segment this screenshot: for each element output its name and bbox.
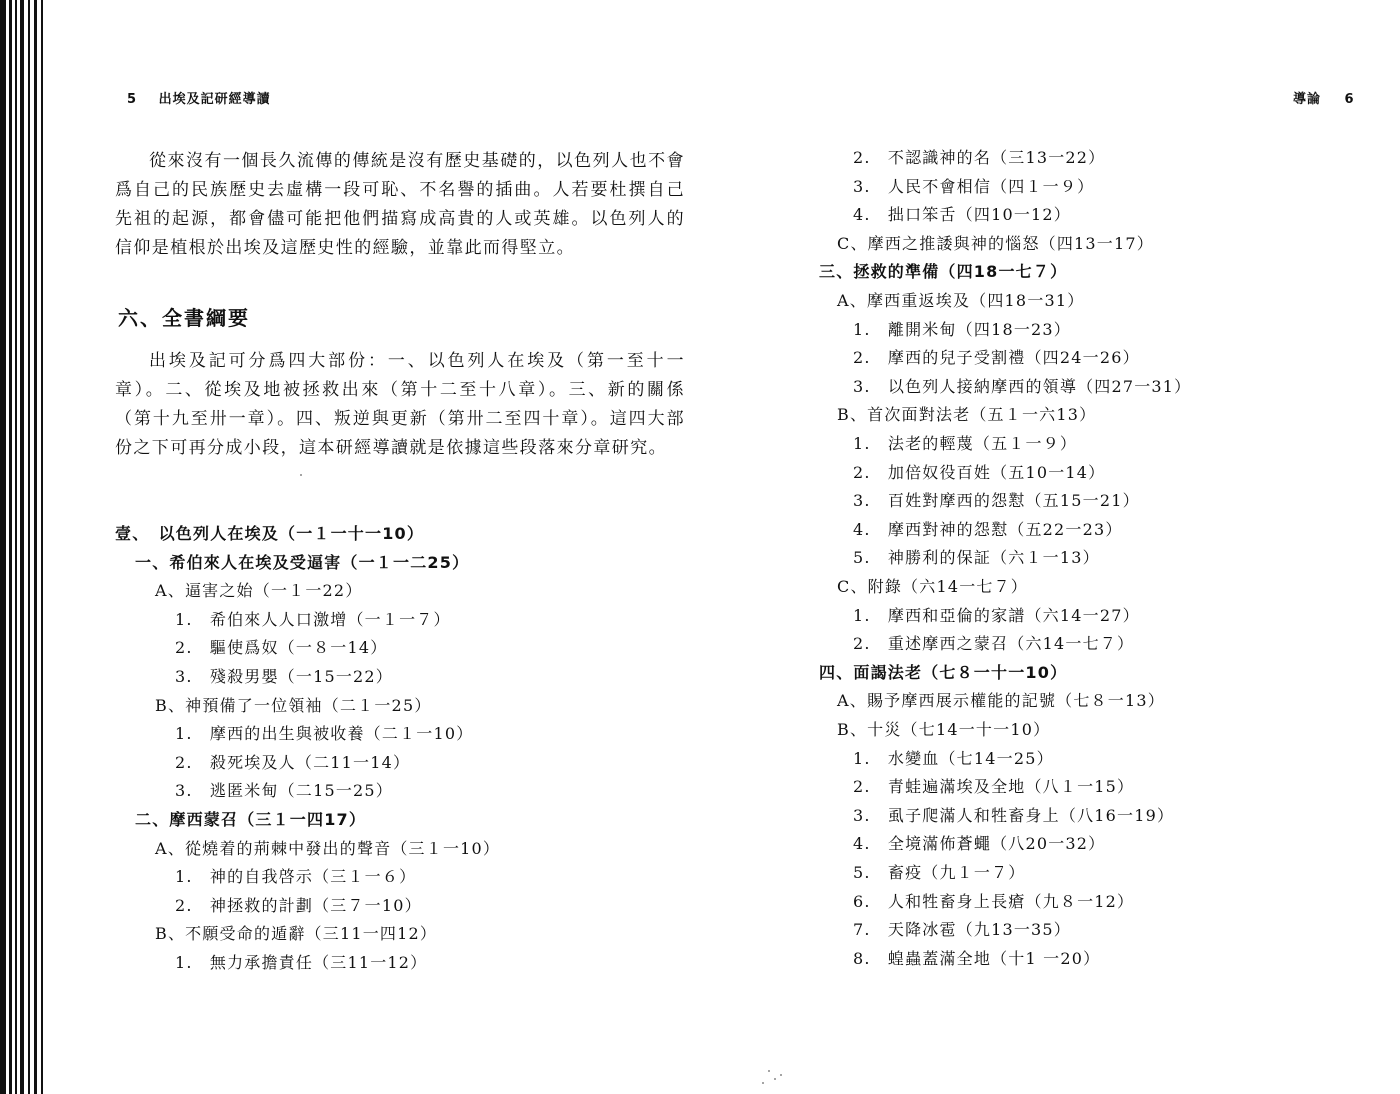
outline-item: 壹、 以色列人在埃及（一１一十一10） — [115, 524, 425, 543]
left-page-number: 5 — [127, 92, 138, 107]
outline-item: A、從燒着的荊棘中發出的聲音（三１一10） — [155, 838, 501, 858]
outline-item: 3. 逃匿米甸（二15一25） — [175, 781, 393, 801]
outline-item: 1. 離開米甸（四18一23） — [853, 319, 1071, 339]
outline-item: 8. 蝗蟲蓋滿全地（十1 一20） — [853, 948, 1101, 968]
right-page-running-title: 導論 — [1293, 92, 1322, 107]
outline-item: 2. 殺死埃及人（二11一14） — [175, 752, 411, 772]
left-page-header — [127, 88, 271, 107]
outline-item: 3. 人民不會相信（四１一９） — [853, 176, 1095, 196]
outline-item: 2. 摩西的兒子受割禮（四24一26） — [853, 348, 1140, 368]
section-heading: 六、全書綱要 — [118, 306, 250, 330]
summary-paragraph: 出埃及記可分爲四大部份：一、以色列人在埃及（第一至十一章）。二、從埃及地被拯救出來（第十二至十八章）。三、新的關係（第十九至卅一章）。四、叛逆與更新（第卅二至四十章）。這四大部份之下可再分成小段，這本研經導讀就是依據這些段落來分章研究。 — [115, 351, 685, 458]
outline-item: 4. 全境滿佈蒼蠅（八20一32） — [853, 834, 1106, 854]
outline-item: 1. 摩西的出生與被收養（二１一10） — [175, 724, 474, 744]
outline-item: 1. 水變血（七14一25） — [853, 748, 1054, 768]
outline-item: B、不願受命的遁辭（三11一四12） — [155, 924, 438, 944]
outline-item: 3. 以色列人接納摩西的領導（四27一31） — [853, 376, 1192, 396]
outline-item: C、附錄（六14一七７） — [837, 577, 1029, 596]
outline-item: 1. 無力承擔責任（三11一12） — [175, 953, 428, 972]
outline-item: B、神預備了一位領袖（二１一25） — [155, 695, 432, 715]
left-page-running-title: 出埃及記研經導讀 — [158, 92, 271, 107]
outline-item: A、摩西重返埃及（四18一31） — [837, 291, 1085, 310]
outline-item: A、逼害之始（一１一22） — [155, 581, 363, 601]
outline-item: C、摩西之推諉與神的惱怒（四13一17） — [837, 233, 1154, 253]
outline-item: B、首次面對法老（五１一六13） — [837, 405, 1097, 425]
outline-item: 1. 法老的輕蔑（五１一９） — [853, 434, 1078, 453]
outline-item: 三、拯救的準備（四18一七７） — [819, 262, 1068, 282]
outline-item: 5. 畜疫（九１一７） — [853, 863, 1026, 882]
outline-item: 3. 殘殺男嬰（一15一22） — [175, 667, 393, 686]
intro-paragraph: 從來沒有一個長久流傳的傳統是沒有歷史基礎的，以色列人也不會爲自己的民族歷史去虛構一段可恥、不名譽的插曲。人若要杜撰自己先祖的起源，都會儘可能把他們描寫成高貴的人或英雄。以色列人的信仰是植根於出埃及這歷史性的經驗，並靠此而得堅立。 — [115, 151, 685, 258]
book-spine-shadow — [0, 0, 52, 1094]
right-page-number: 6 — [1344, 92, 1355, 107]
outline-item: 1. 希伯來人人口激增（一１一７） — [175, 609, 451, 629]
outline-item: 4. 摩西對神的怨懟（五22一23） — [853, 519, 1123, 539]
outline-item: 一、希伯來人在埃及受逼害（一１一二25） — [135, 552, 470, 572]
right-page-header — [1293, 88, 1355, 107]
outline-item: 2. 重述摩西之蒙召（六14一七７） — [853, 634, 1135, 654]
outline-item: 1. 摩西和亞倫的家譜（六14一27） — [853, 605, 1140, 625]
outline-item: 7. 天降冰雹（九13一35） — [853, 920, 1071, 940]
outline-item: 2. 神拯救的計劃（三７一10） — [175, 895, 422, 915]
outline-item: 4. 拙口笨舌（四10一12） — [853, 205, 1071, 225]
outline-item: 2. 驅使爲奴（一８一14） — [175, 638, 388, 658]
outline-item: 6. 人和牲畜身上長瘡（九８一12） — [853, 891, 1135, 911]
outline-item: 四、面謁法老（七８一十一10） — [819, 662, 1068, 682]
outline-item: 3. 百姓對摩西的怨懟（五15一21） — [853, 491, 1140, 511]
outline-item: 2. 加倍奴役百姓（五10一14） — [853, 462, 1106, 482]
outline-item: 2. 青蛙遍滿埃及全地（八１一15） — [853, 777, 1135, 797]
outline-item: B、十災（七14一十一10） — [837, 720, 1051, 739]
outline-item: 2. 不認識神的名（三13一22） — [853, 148, 1106, 167]
outline-item: 3. 虱子爬滿人和牲畜身上（八16一19） — [853, 805, 1175, 825]
outline-item: 二、摩西蒙召（三１一四17） — [135, 810, 367, 829]
outline-item: 5. 神勝利的保証（六１一13） — [853, 548, 1100, 568]
outline-item: A、賜予摩西展示權能的記號（七８一13） — [837, 691, 1165, 711]
outline-item: 1. 神的自我啓示（三１一６） — [175, 867, 417, 887]
